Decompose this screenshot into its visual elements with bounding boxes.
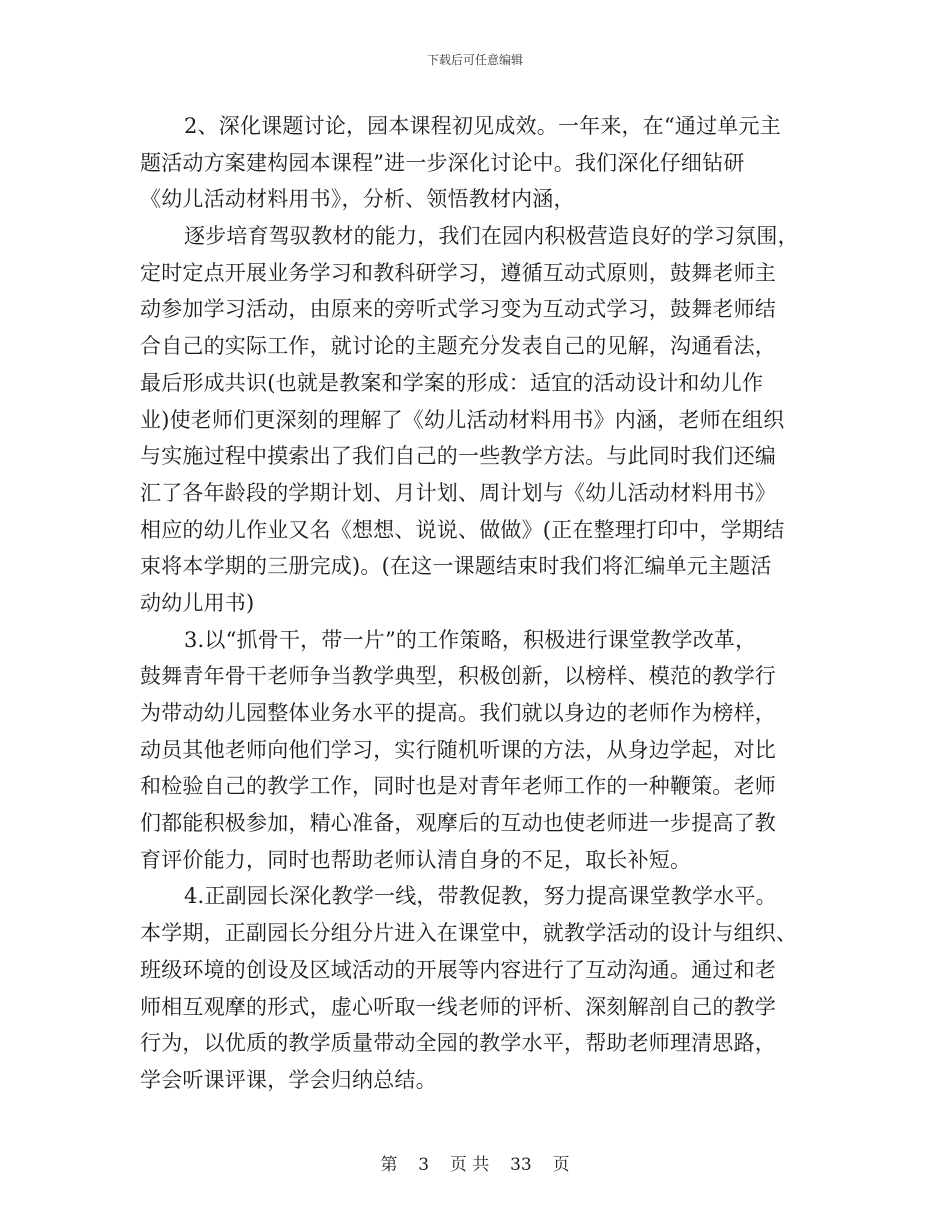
paragraph-line: 逐步培育驾驭教材的能力，我们在园内积极营造良好的学习氛围，: [184, 224, 799, 249]
paragraph-line: 相应的幼儿作业又名《想想、说说、做做》(正在整理打印中，学期结: [140, 517, 785, 542]
footer-suffix: 页: [552, 1155, 570, 1175]
paragraph-line: 合自己的实际工作，就讨论的主题充分发表自己的见解，沟通看法，: [140, 334, 776, 359]
paragraph-line: 与实施过程中摸索出了我们自己的一些教学方法。与此同时我们还编: [140, 444, 776, 469]
paragraph-line: 最后形成共识(也就是教案和学案的形成：适宜的活动设计和幼儿作: [140, 370, 764, 395]
paragraph-line: 业)使老师们更深刻的理解了《幼儿活动材料用书》内涵，老师在组织: [140, 407, 785, 432]
paragraph-line: 动员其他老师向他们学习，实行随机听课的方法，从身边学起，对比: [140, 737, 776, 762]
footer-prefix: 第: [380, 1155, 398, 1175]
paragraph-line: 们都能积极参加，精心准备，观摩后的互动也使老师进一步提高了教: [140, 811, 776, 836]
paragraph-line: 《幼儿活动材料用书》，分析、领悟教材内涵，: [140, 187, 575, 212]
total-page-count: 33: [510, 1155, 532, 1175]
header-note: 下载后可任意编辑: [426, 53, 523, 67]
paragraph-line: 汇了各年龄段的学期计划、月计划、周计划与《幼儿活动材料用书》: [140, 480, 776, 505]
paragraph-line: 定时定点开展业务学习和教科研学习，遵循互动式原则，鼓舞老师主: [140, 260, 776, 285]
paragraph-line: 行为，以优质的教学质量带动全园的教学水平，帮助老师理清思路，: [140, 1031, 776, 1056]
paragraph-line: 师相互观摩的形式，虚心听取一线老师的评析、深刻解剖自己的教学: [140, 994, 776, 1019]
paragraph-line: 4.正副园长深化教学一线，带教促教，努力提高课堂教学水平。: [184, 884, 777, 909]
paragraph-line: 育评价能力，同时也帮助老师认清自身的不足，取长补短。: [140, 847, 692, 872]
paragraph-line: 鼓舞青年骨干老师争当教学典型，积极创新，以榜样、模范的教学行: [140, 664, 776, 689]
page-number-footer: [0, 1154, 950, 1176]
paragraph-line: 动参加学习活动，由原来的旁听式学习变为互动式学习，鼓舞老师结: [140, 297, 776, 322]
paragraph-line: 动幼儿用书): [140, 590, 255, 615]
paragraph-line: 和检验自己的教学工作，同时也是对青年老师工作的一种鞭策。老师: [140, 774, 776, 799]
paragraph-line: 3.以“抓骨干，带一片”的工作策略，积极进行课堂教学改革，: [184, 627, 757, 652]
footer-middle: 页 共: [449, 1155, 490, 1175]
paragraph-line: 束将本学期的三册完成)。(在这一课题结束时我们将汇编单元主题活: [140, 554, 772, 579]
paragraph-line: 本学期，正副园长分组分片进入在课堂中，就教学活动的设计与组织、: [140, 921, 798, 946]
body-text: [140, 108, 812, 1099]
paragraph-line: 班级环境的创设及区域活动的开展等内容进行了互动沟通。通过和老: [140, 957, 776, 982]
paragraph-line: 2、深化课题讨论，园本课程初见成效。一年来，在“通过单元主: [184, 114, 781, 138]
paragraph-line: 为带动幼儿园整体业务水平的提高。我们就以身边的老师作为榜样，: [140, 701, 776, 725]
current-page-number: 3: [418, 1155, 430, 1175]
paragraph-line: 题活动方案建构园本课程”进一步深化讨论中。我们深化仔细钻研: [140, 150, 745, 175]
paragraph-line: 学会听课评课，学会归纳总结。: [140, 1067, 437, 1092]
